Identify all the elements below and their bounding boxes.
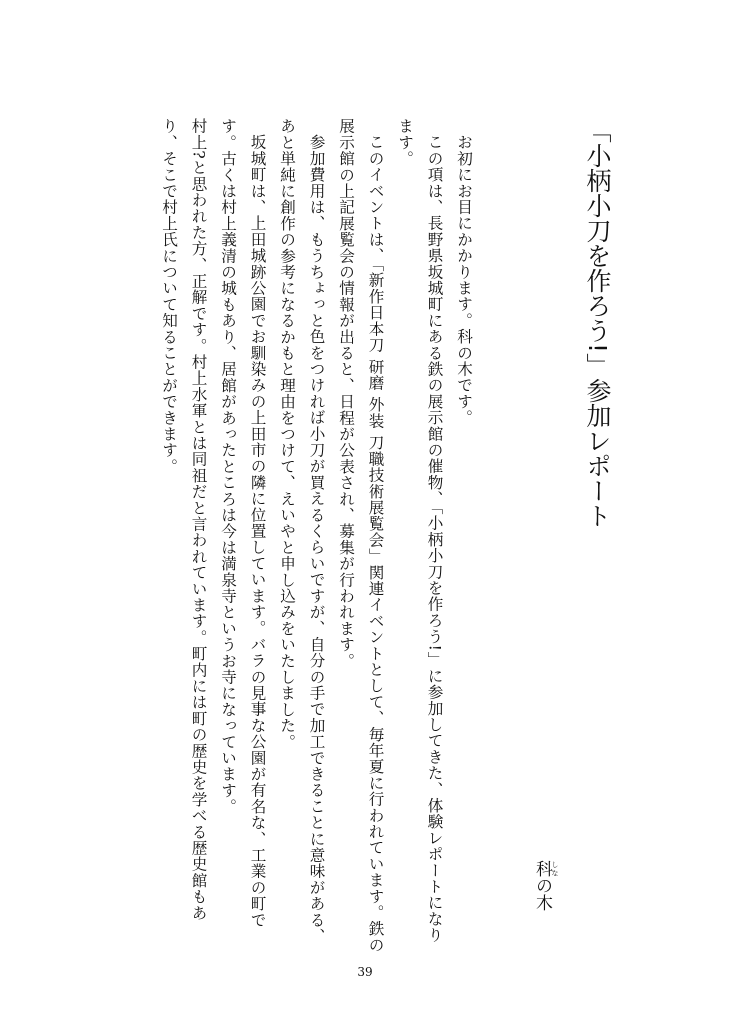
author-name: 科 しなの木 [532, 860, 559, 911]
author-ruby: 科 しな [532, 860, 559, 877]
paragraph: このイベントは、「新作日本刀 研磨 外装 刀職技術展覧会」関連イベントとして、毎年夏に行われています。鉄の展示館の上記展覧会の情報が出ると、日程が公表され、募集が行われます。 [337, 118, 385, 953]
paragraph: お初にお目にかかります。科の木です。 [455, 133, 473, 426]
paragraph: この項は、長野県坂城町にある鉄の展示館の催物、「小柄小刀を作ろう!」に参加してきた、体験レポートになります。 [396, 118, 444, 943]
page-number: 39 [357, 965, 373, 979]
article-body [138, 118, 478, 953]
paragraph: 村上?と思われた方、正解です。村上水軍とは同祖だと言われています。町内には町の歴史を学べる歴史館もあり、そこで村上氏について知ることができます。 [160, 118, 208, 921]
paragraph: 坂城町は、上田城跡公園でお馴染みの上田市の隣に位置しています。バラの見事な公園が有名な、工業の町です。古くは村上義清の城もあり、居館があったところは今は満泉寺というお寺になっています。 [219, 118, 267, 928]
paragraph: 参加費用は、もうちょっと色をつければ小刀が買えるくらいですが、自分の手で加工できることに意味がある、あと単純に創作の参考になるかもと理由をつけて、えいやと申し込みをいたしました。 [278, 118, 326, 944]
page-title: 「小柄小刀を作ろう!」参加レポート [583, 118, 612, 529]
